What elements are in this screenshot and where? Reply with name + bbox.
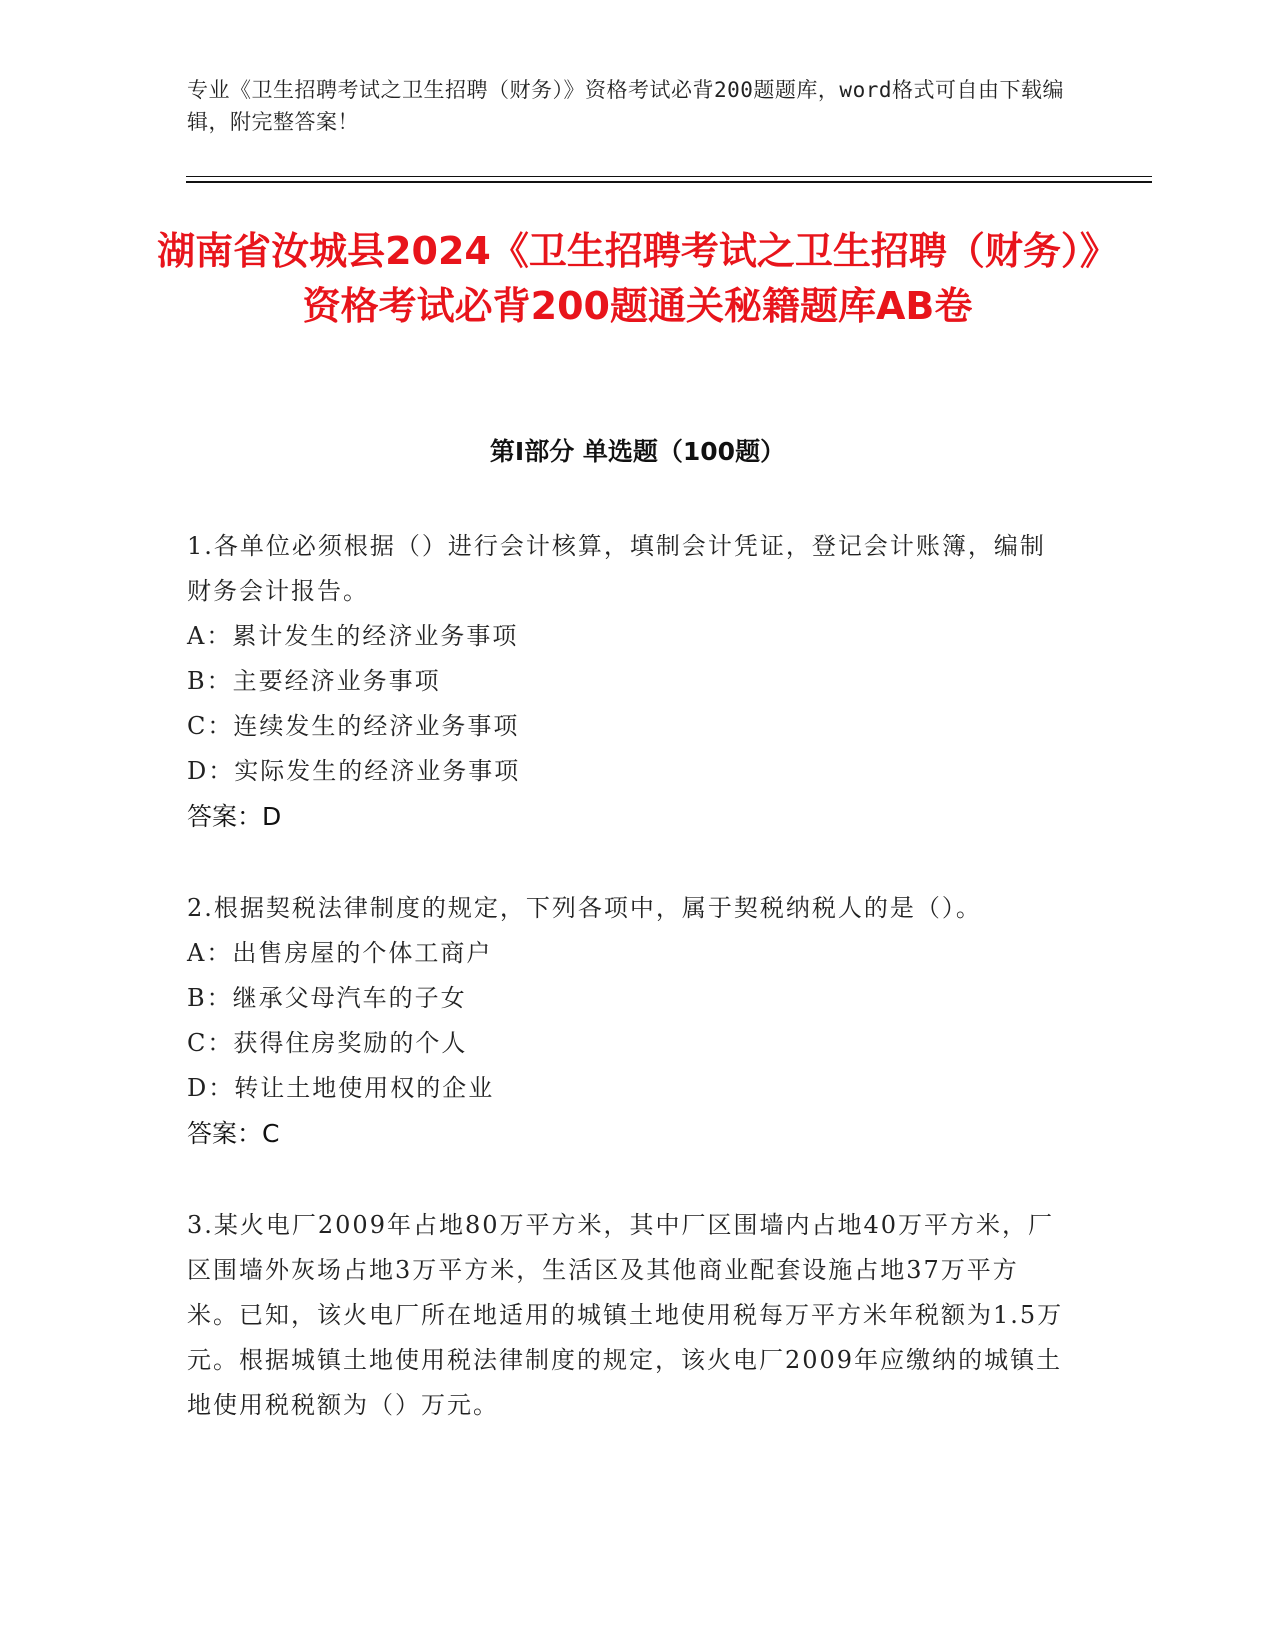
question-2 xyxy=(187,886,1067,1156)
answer: 答案：D xyxy=(187,802,282,831)
question-1 xyxy=(187,524,1067,839)
option-d: D：转让土地使用权的企业 xyxy=(187,1074,495,1102)
header-divider-thick xyxy=(186,181,1152,183)
question-stem: 2.根据契税法律制度的规定，下列各项中，属于契税纳税人的是（）。 xyxy=(187,894,982,922)
question-stem: 3.某火电厂2009年占地80万平方米，其中厂区围墙内占地40万平方米，厂区围墙外灰场占地3万平方米，生活区及其他商业配套设施占地37万平方米。已知，该火电厂所在地适用的城镇土地使用税每万平方米年税额为1.5万元。根据城镇土地使用税法律制度的规定，该火电厂2009年应缴纳的城镇土地使用税税额为（）万元。 xyxy=(187,1211,1064,1419)
option-a: A：累计发生的经济业务事项 xyxy=(187,622,519,650)
option-c: C：获得住房奖励的个人 xyxy=(187,1029,468,1057)
question-3 xyxy=(187,1203,1067,1428)
option-c: C：连续发生的经济业务事项 xyxy=(187,712,520,740)
option-b: B：主要经济业务事项 xyxy=(187,667,441,695)
option-d: D：实际发生的经济业务事项 xyxy=(187,757,521,785)
option-a: A：出售房屋的个体工商户 xyxy=(187,939,493,967)
option-list xyxy=(187,931,1067,1111)
header-divider-thin xyxy=(186,176,1152,177)
question-stem: 1.各单位必须根据（）进行会计核算，填制会计凭证，登记会计账簿，编制财务会计报告。 xyxy=(187,532,1046,605)
option-b: B：继承父母汽车的子女 xyxy=(187,984,467,1012)
document-title: 湖南省汝城县2024《卫生招聘考试之卫生招聘（财务）》资格考试必背200题通关秘籍题库AB卷 xyxy=(157,229,1118,328)
option-list xyxy=(187,614,1067,794)
section-heading: 第I部分 单选题（100题） xyxy=(489,437,786,466)
question-list xyxy=(187,524,1067,1475)
header-note: 专业《卫生招聘考试之卫生招聘（财务）》资格考试必背200题题库，word格式可自由下载编辑，附完整答案！ xyxy=(187,78,1064,134)
answer: 答案：C xyxy=(187,1119,280,1148)
